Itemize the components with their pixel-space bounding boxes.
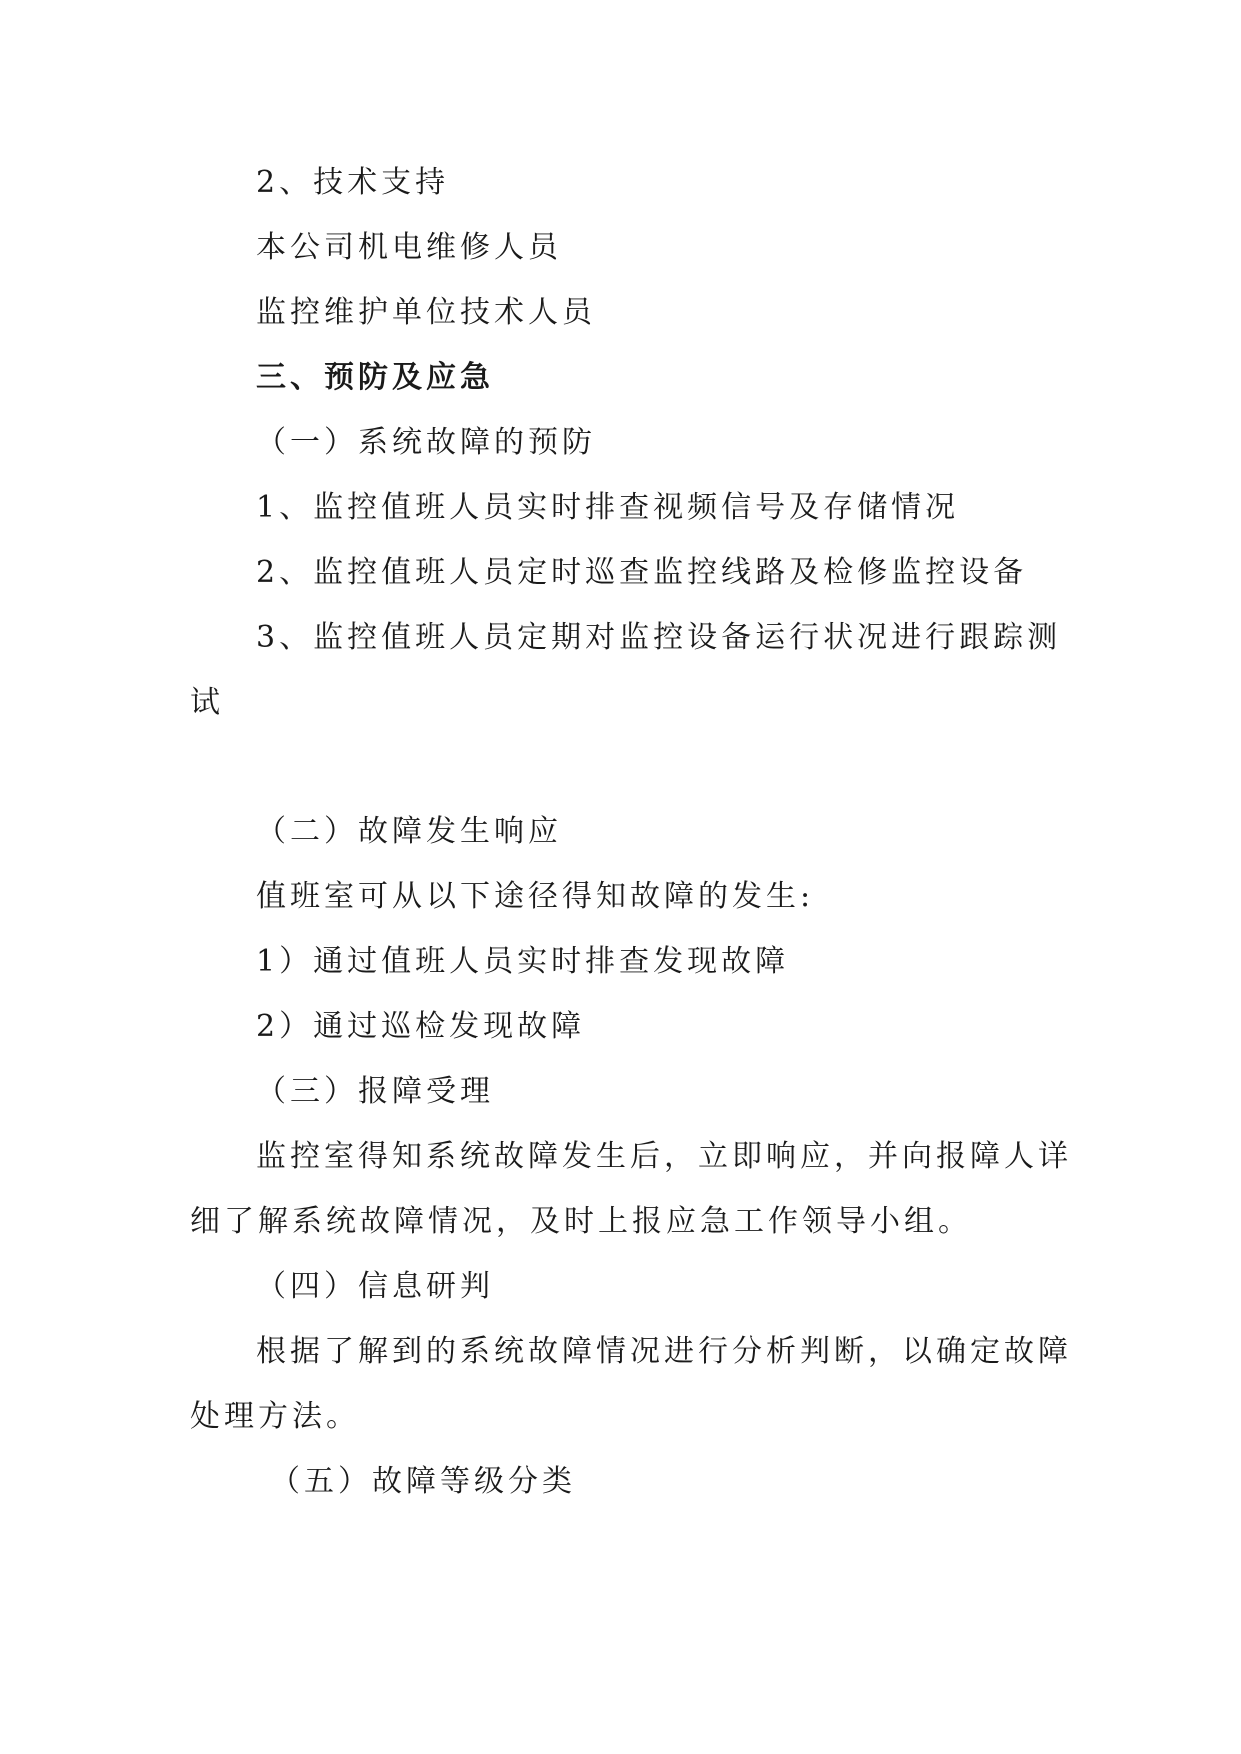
subsection-heading: （五）故障等级分类 xyxy=(270,1464,576,1499)
list-item: 2）通过巡检发现故障 xyxy=(256,1009,586,1044)
paragraph-line: 值班室可从以下途径得知故障的发生: xyxy=(256,879,815,914)
subsection-heading: （二）故障发生响应 xyxy=(256,814,562,849)
section-heading: 三、预防及应急 xyxy=(256,360,494,395)
paragraph-line: 细了解系统故障情况，及时上报应急工作领导小组。 xyxy=(190,1204,972,1239)
subsection-heading: （三）报障受理 xyxy=(256,1074,494,1109)
paragraph-line: 监控维护单位技术人员 xyxy=(256,295,596,330)
paragraph-line: 根据了解到的系统故障情况进行分析判断，以确定故障 xyxy=(256,1334,1072,1369)
list-item: 1）通过值班人员实时排查发现故障 xyxy=(256,944,790,979)
subsection-heading: （一）系统故障的预防 xyxy=(256,425,596,460)
subsection-heading: （四）信息研判 xyxy=(256,1269,494,1304)
list-item-technical-support: 2、技术支持 xyxy=(256,165,450,200)
list-item: 2、监控值班人员定时巡查监控线路及检修监控设备 xyxy=(256,555,1028,590)
list-item: 3、监控值班人员定期对监控设备运行状况进行跟踪测 xyxy=(256,620,1062,655)
paragraph-line: 监控室得知系统故障发生后，立即响应，并向报障人详 xyxy=(256,1139,1072,1174)
paragraph-line: 处理方法。 xyxy=(190,1399,360,1434)
list-item: 1、监控值班人员实时排查视频信号及存储情况 xyxy=(256,490,960,525)
paragraph-line: 本公司机电维修人员 xyxy=(256,230,562,265)
paragraph-line: 试 xyxy=(190,685,224,720)
